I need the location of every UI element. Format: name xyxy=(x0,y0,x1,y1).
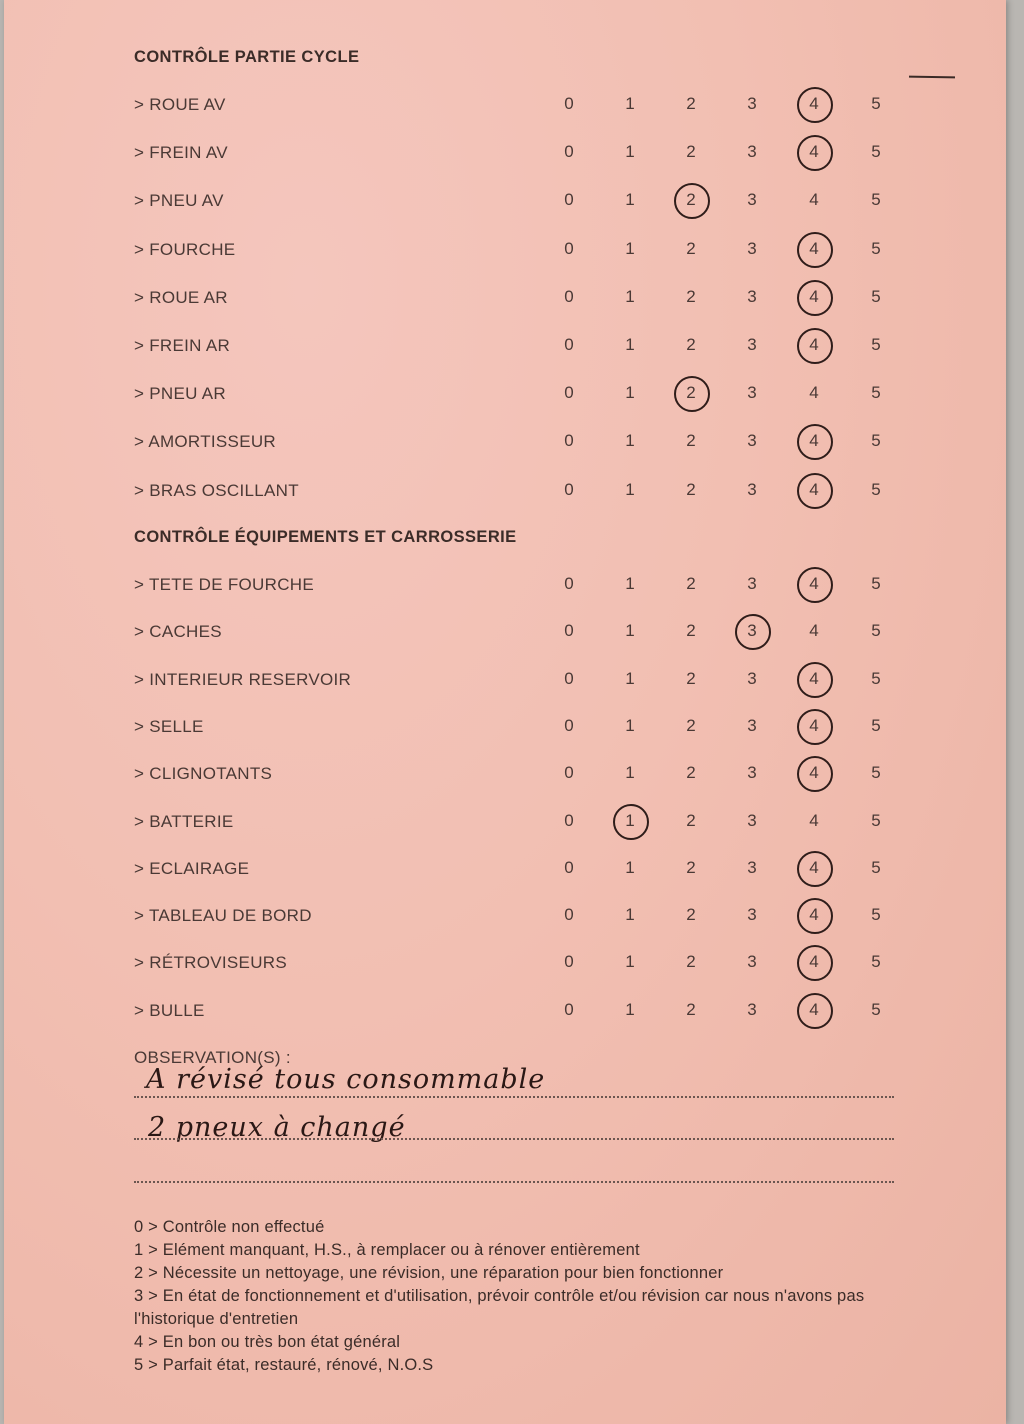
rating-option-circled[interactable]: 4 xyxy=(794,239,834,259)
rating-option[interactable]: 0 xyxy=(564,905,574,925)
rating-option[interactable]: 1 xyxy=(625,94,635,113)
rating-option-circled[interactable]: 4 xyxy=(794,431,834,451)
rating-option[interactable]: 1 xyxy=(625,142,635,162)
rating-option[interactable]: 2 xyxy=(686,238,696,258)
rating-option[interactable]: 2 xyxy=(686,810,696,830)
rating-option[interactable]: 3 xyxy=(747,383,757,403)
checklist-row xyxy=(4,90,1006,120)
checklist-item-label: > ROUE AR xyxy=(134,287,228,307)
rating-option[interactable]: 5 xyxy=(871,142,881,162)
rating-option[interactable]: 0 xyxy=(564,763,574,783)
checklist-row xyxy=(4,948,1006,978)
rating-option[interactable]: 0 xyxy=(564,383,574,403)
rating-option[interactable]: 2 xyxy=(686,479,696,499)
rating-option[interactable]: 0 xyxy=(564,335,574,354)
rating-option[interactable]: 0 xyxy=(564,238,574,258)
rating-option-circled[interactable]: 2 xyxy=(671,190,711,210)
checklist-item-label: > FREIN AR xyxy=(134,336,231,355)
rating-option[interactable]: 1 xyxy=(625,479,635,499)
checklist-item-label: > FREIN AV xyxy=(134,143,228,163)
checklist-row xyxy=(4,617,1006,647)
rating-option[interactable]: 2 xyxy=(686,142,696,162)
legend-item: 1 > Elément manquant, H.S., à remplacer ou à rénover entièrement xyxy=(134,1241,640,1259)
rating-option[interactable]: 1 xyxy=(625,999,635,1019)
checklist-item-label: > BATTERIE xyxy=(134,811,234,831)
section-title-cycle: CONTRÔLE PARTIE CYCLE xyxy=(134,48,360,66)
rating-option[interactable]: 1 xyxy=(625,715,635,735)
rating-option-circled[interactable]: 4 xyxy=(794,335,834,355)
rating-option[interactable]: 5 xyxy=(871,857,881,877)
rating-option[interactable]: 3 xyxy=(747,905,757,925)
rating-option[interactable]: 1 xyxy=(625,952,635,972)
rating-option[interactable]: 3 xyxy=(747,335,757,354)
rating-option[interactable]: 5 xyxy=(871,238,881,258)
rating-option-circled[interactable]: 4 xyxy=(794,905,834,925)
rating-option[interactable]: 5 xyxy=(871,383,881,403)
rating-option[interactable]: 1 xyxy=(625,621,635,641)
pen-stroke-mark xyxy=(909,76,955,79)
checklist-item-label: > INTERIEUR RESERVOIR xyxy=(134,669,352,689)
rating-option-circled[interactable]: 4 xyxy=(794,952,834,972)
checklist-item-label: > ROUE AV xyxy=(134,95,226,114)
checklist-item-label: > SELLE xyxy=(134,716,204,736)
rating-option[interactable]: 0 xyxy=(564,810,574,830)
rating-legend xyxy=(134,1216,894,1377)
rating-option[interactable]: 1 xyxy=(625,190,635,210)
dotted-line-1 xyxy=(134,1096,894,1098)
rating-option[interactable]: 2 xyxy=(686,621,696,641)
checklist-item-label: > BRAS OSCILLANT xyxy=(134,480,299,500)
rating-option-circled[interactable]: 4 xyxy=(794,669,834,689)
rating-option[interactable]: 5 xyxy=(871,952,881,972)
rating-option[interactable]: 5 xyxy=(871,763,881,783)
checklist-row xyxy=(4,854,1006,884)
checklist-item-label: > TETE DE FOURCHE xyxy=(134,575,315,594)
rating-option[interactable]: 0 xyxy=(564,668,574,688)
legend-item: 4 > En bon ou très bon état général xyxy=(134,1333,401,1351)
rating-option[interactable]: 3 xyxy=(747,574,757,593)
rating-option[interactable]: 0 xyxy=(564,621,574,641)
rating-option[interactable]: 5 xyxy=(871,190,881,210)
rating-option[interactable]: 2 xyxy=(686,905,696,925)
checklist-row xyxy=(4,807,1006,837)
rating-option[interactable]: 0 xyxy=(564,190,574,210)
rating-option[interactable]: 3 xyxy=(747,715,757,735)
checklist-row xyxy=(4,283,1006,313)
rating-option[interactable]: 3 xyxy=(747,668,757,688)
rating-option[interactable]: 3 xyxy=(747,94,757,113)
rating-option[interactable]: 2 xyxy=(686,668,696,688)
legend-item: 3 > En état de fonctionnement et d'utilisation, prévoir contrôle et/ou révision car nous n'avons pas l'historique d'entretien xyxy=(134,1287,865,1328)
rating-option[interactable]: 2 xyxy=(686,431,696,451)
rating-option-circled[interactable]: 3 xyxy=(732,621,772,641)
rating-option[interactable]: 2 xyxy=(686,999,696,1019)
rating-option[interactable]: 1 xyxy=(625,286,635,306)
rating-option-circled[interactable]: 4 xyxy=(794,763,834,783)
rating-option[interactable]: 1 xyxy=(625,574,635,593)
checklist-item-label: > ECLAIRAGE xyxy=(134,858,250,878)
rating-option[interactable]: 4 xyxy=(809,621,819,641)
rating-option-circled[interactable]: 4 xyxy=(794,94,834,114)
checklist-item-label: > BULLE xyxy=(134,1000,205,1020)
checklist-row xyxy=(4,331,1006,361)
inspection-sheet xyxy=(4,0,1006,1424)
rating-option[interactable]: 5 xyxy=(871,94,881,113)
rating-option-circled[interactable]: 4 xyxy=(794,858,834,878)
rating-option[interactable]: 1 xyxy=(625,335,635,354)
rating-option-circled[interactable]: 4 xyxy=(794,287,834,307)
legend-item: 5 > Parfait état, restauré, rénové, N.O.S xyxy=(134,1356,434,1374)
rating-option[interactable]: 2 xyxy=(686,763,696,783)
checklist-item-label: > CLIGNOTANTS xyxy=(134,764,273,784)
rating-option[interactable]: 5 xyxy=(871,905,881,925)
rating-option[interactable]: 2 xyxy=(686,857,696,877)
rating-option-circled[interactable]: 4 xyxy=(794,480,834,500)
checklist-row xyxy=(4,427,1006,457)
checklist-row xyxy=(4,138,1006,168)
observation-line-2: 2 pneux à changé xyxy=(148,1112,406,1143)
rating-option[interactable]: 0 xyxy=(564,142,574,162)
rating-option[interactable]: 4 xyxy=(809,190,819,210)
rating-option-circled[interactable]: 1 xyxy=(610,811,650,831)
rating-option[interactable]: 0 xyxy=(564,479,574,499)
rating-option[interactable]: 3 xyxy=(747,952,757,972)
rating-option[interactable]: 1 xyxy=(625,763,635,783)
rating-option[interactable]: 5 xyxy=(871,668,881,688)
checklist-row xyxy=(4,235,1006,265)
rating-option[interactable]: 3 xyxy=(747,763,757,783)
rating-option[interactable]: 1 xyxy=(625,905,635,925)
rating-option[interactable]: 2 xyxy=(686,94,696,113)
rating-option[interactable]: 3 xyxy=(747,238,757,258)
rating-option-circled[interactable]: 2 xyxy=(671,383,711,403)
checklist-item-label: > PNEU AV xyxy=(134,191,224,211)
rating-option[interactable]: 5 xyxy=(871,431,881,451)
checklist-row xyxy=(4,186,1006,216)
rating-option[interactable]: 0 xyxy=(564,952,574,972)
rating-option[interactable]: 3 xyxy=(747,857,757,877)
checklist-row xyxy=(4,759,1006,789)
rating-option[interactable]: 0 xyxy=(564,715,574,735)
rating-option[interactable]: 0 xyxy=(564,574,574,593)
rating-option[interactable]: 2 xyxy=(686,335,696,354)
rating-option[interactable]: 0 xyxy=(564,857,574,877)
checklist-row xyxy=(4,712,1006,742)
rating-option[interactable]: 3 xyxy=(747,810,757,830)
rating-option[interactable]: 0 xyxy=(564,94,574,113)
rating-option[interactable]: 1 xyxy=(625,857,635,877)
checklist-item-label: > PNEU AR xyxy=(134,384,226,404)
rating-option-circled[interactable]: 4 xyxy=(794,1000,834,1020)
rating-option[interactable]: 3 xyxy=(747,286,757,306)
rating-option[interactable]: 5 xyxy=(871,574,881,593)
rating-option[interactable]: 0 xyxy=(564,286,574,306)
rating-option[interactable]: 2 xyxy=(686,286,696,306)
section-title-equipment: CONTRÔLE ÉQUIPEMENTS ET CARROSSERIE xyxy=(134,528,517,546)
checklist-item-label: > RÉTROVISEURS xyxy=(134,953,287,973)
rating-option[interactable]: 2 xyxy=(686,715,696,735)
rating-option[interactable]: 0 xyxy=(564,431,574,451)
rating-option[interactable]: 3 xyxy=(747,431,757,451)
observations-label: OBSERVATION(S) : xyxy=(134,1048,291,1067)
dotted-line-3 xyxy=(134,1181,894,1183)
rating-option[interactable]: 5 xyxy=(871,810,881,830)
rating-option[interactable]: 1 xyxy=(625,668,635,688)
checklist-row xyxy=(4,665,1006,695)
rating-option-circled[interactable]: 4 xyxy=(794,574,834,594)
checklist-row xyxy=(4,379,1006,409)
rating-option[interactable]: 5 xyxy=(871,715,881,735)
rating-option-circled[interactable]: 4 xyxy=(794,142,834,162)
rating-option[interactable]: 3 xyxy=(747,479,757,499)
rating-option[interactable]: 5 xyxy=(871,286,881,306)
checklist-row xyxy=(4,901,1006,931)
checklist-item-label: > TABLEAU DE BORD xyxy=(134,906,312,926)
rating-option[interactable]: 5 xyxy=(871,621,881,641)
checklist-item-label: > AMORTISSEUR xyxy=(134,432,276,452)
checklist-row xyxy=(4,476,1006,506)
rating-option[interactable]: 1 xyxy=(625,383,635,403)
checklist-row xyxy=(4,996,1006,1026)
rating-option[interactable]: 0 xyxy=(564,999,574,1019)
rating-option[interactable]: 3 xyxy=(747,142,757,162)
rating-option[interactable]: 3 xyxy=(747,999,757,1019)
rating-option[interactable]: 1 xyxy=(625,238,635,258)
rating-option[interactable]: 4 xyxy=(809,810,819,830)
rating-option[interactable]: 5 xyxy=(871,479,881,499)
observation-line-1: A révisé tous consommable xyxy=(146,1064,546,1095)
rating-option[interactable]: 4 xyxy=(809,383,819,403)
rating-option[interactable]: 2 xyxy=(686,574,696,593)
legend-item: 0 > Contrôle non effectué xyxy=(134,1218,325,1236)
checklist-row xyxy=(4,570,1006,600)
dotted-line-2 xyxy=(134,1138,894,1140)
legend-item: 2 > Nécessite un nettoyage, une révision, une réparation pour bien fonctionner xyxy=(134,1264,724,1282)
rating-option[interactable]: 5 xyxy=(871,999,881,1019)
rating-option[interactable]: 3 xyxy=(747,190,757,210)
checklist-item-label: > FOURCHE xyxy=(134,239,236,259)
rating-option-circled[interactable]: 4 xyxy=(794,716,834,736)
rating-option[interactable]: 5 xyxy=(871,335,881,354)
rating-option[interactable]: 2 xyxy=(686,952,696,972)
rating-option[interactable]: 1 xyxy=(625,431,635,451)
checklist-item-label: > CACHES xyxy=(134,622,222,642)
